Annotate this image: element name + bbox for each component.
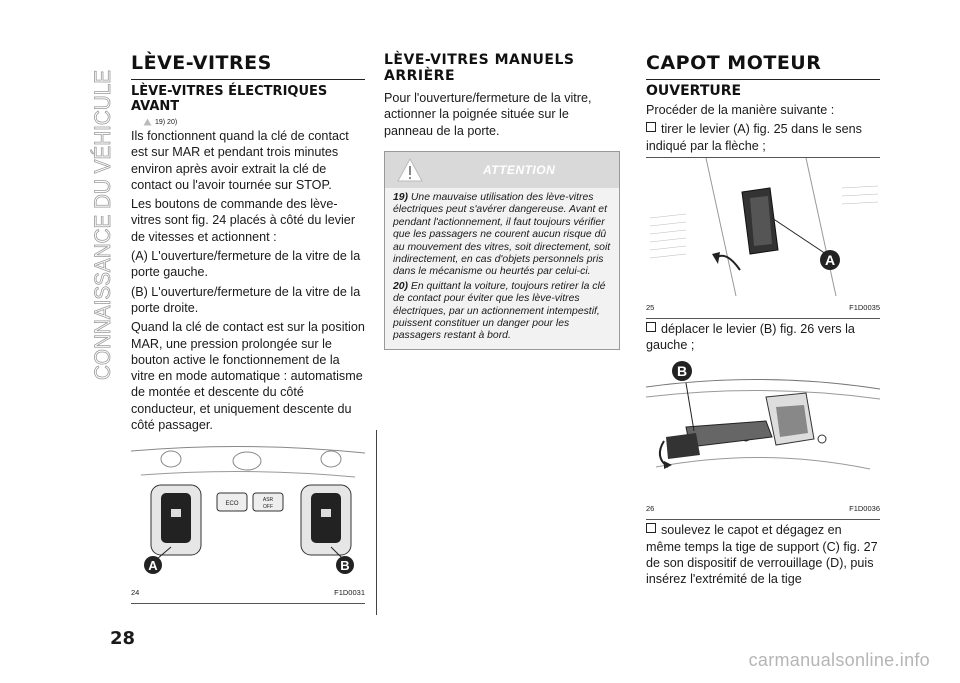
warning-item	[393, 192, 611, 279]
checkbox-bullet-icon	[646, 122, 656, 132]
bullet-text: déplacer le levier (B) fig. 26 vers la gauche ;	[646, 321, 855, 353]
callout-a: A	[824, 251, 836, 268]
paragraph: (A) L'ouverture/fermeture de la vitre de la porte gauche.	[131, 249, 361, 280]
window-switches-illustration	[131, 441, 365, 581]
column-divider	[376, 430, 377, 615]
warning-item-text: En quittant la voiture, toujours retirer la clé de contact pour éviter que les lève-vitres électriques, par un actionnement intempestif, puissent constituer un danger pour les passagers restant à bord.	[393, 280, 606, 342]
figure-25	[646, 157, 880, 319]
bullet-item	[646, 321, 880, 354]
section-heading: LÈVE-VITRES	[131, 52, 365, 80]
bullet-item	[646, 121, 880, 154]
paragraph: Ils fonctionnent quand la clé de contact est sur MAR et pendant trois minutes environ après avoir extrait la clé de contact ou l'avoir tournée sur STOP.	[131, 129, 349, 192]
warning-item	[393, 281, 611, 343]
warning-triangle-icon	[143, 118, 152, 128]
side-title-text: CONNAISSANCE DU VÉHICULE	[90, 50, 115, 380]
bullet-text: tirer le levier (A) fig. 25 dans le sens indiqué par la flèche ;	[646, 122, 862, 153]
figure-code: F1D0035	[849, 302, 880, 312]
section-heading: CAPOT MOTEUR	[646, 52, 880, 80]
paragraph: Pour l'ouverture/fermeture de la vitre, actionner la poignée située sur le panneau de la porte.	[384, 91, 592, 138]
warning-title: ATTENTION	[483, 162, 556, 177]
warning-item-number: 19)	[393, 191, 409, 203]
figure-number: 26	[646, 504, 655, 514]
subsection-heading: LÈVE-VITRES ÉLECTRIQUES AVANT	[131, 84, 328, 114]
watermark-text: carmanualsonline.info	[748, 650, 930, 670]
warning-box	[384, 151, 620, 350]
bullet-text: soulevez le capot et dégagez en même temps la tige de support (C) fig. 27 de son dispositif de verrouillage (D), puis insérez l'extrémité de la tige	[646, 523, 878, 587]
figure-caption	[131, 586, 365, 603]
column-power-windows	[131, 52, 365, 604]
figure-26	[646, 357, 880, 520]
warning-body	[385, 188, 619, 349]
paragraph: (B) L'ouverture/fermeture de la vitre de la porte droite.	[131, 284, 361, 315]
warning-item-text: Une mauvaise utilisation des lève-vitres électriques peut s'avérer dangereuse. Avant et pendant l'actionnement, il faut toujours vérifier que les passagers ne courent aucun risque dû au mouvement des vitres, soit directement, soit indirectement, en cas d'objets personnels pris dans le mécanisme ou heurtés par celui-ci.	[393, 191, 611, 278]
figure-number: 25	[646, 302, 655, 312]
paragraph: Les boutons de commande des lève-vitres sont fig. 24 placés à côté du levier de vitesses et actionnent :	[131, 197, 356, 244]
off-button-label: OFF	[263, 504, 273, 511]
section-heading: LÈVE-VITRES MANUELS ARRIÈRE	[384, 52, 575, 84]
figure-24	[131, 441, 365, 604]
callout-a: A	[148, 558, 158, 574]
callout-b: B	[676, 363, 688, 380]
checkbox-bullet-icon	[646, 523, 656, 533]
warning-refs-text: 19) 20)	[155, 119, 178, 126]
warning-triangle-icon	[397, 158, 423, 187]
warning-item-number: 20)	[393, 280, 409, 292]
warning-header	[385, 152, 619, 188]
callout-b: B	[340, 558, 350, 574]
column-divider	[628, 52, 629, 622]
figure-caption	[646, 301, 880, 318]
figure-code: F1D0031	[334, 588, 365, 598]
figure-number: 24	[131, 588, 140, 598]
column-rear-windows	[384, 52, 620, 350]
paragraph: Procéder de la manière suivante :	[646, 103, 835, 117]
subsection-heading: OUVERTURE	[646, 83, 742, 99]
page-number: 28	[110, 628, 136, 649]
side-section-title	[82, 50, 122, 380]
paragraph: Quand la clé de contact est sur la position MAR, une pression prolongée sur le bouton active le fonctionnement de la vitre en mode automatique : automatisme de montée et descente du côté conducteur, et uniquement descente du côté passager.	[131, 320, 365, 433]
figure-code: F1D0036	[849, 504, 880, 514]
figure-caption	[646, 502, 880, 519]
hood-latch-illustration	[646, 357, 880, 497]
bullet-item	[646, 522, 880, 587]
hood-lever-illustration	[646, 158, 880, 296]
eco-button-label: ECO	[225, 501, 239, 508]
warning-refs	[143, 117, 365, 128]
column-engine-hood	[646, 52, 880, 591]
asr-button-label: ASR	[262, 497, 274, 504]
checkbox-bullet-icon	[646, 322, 656, 332]
